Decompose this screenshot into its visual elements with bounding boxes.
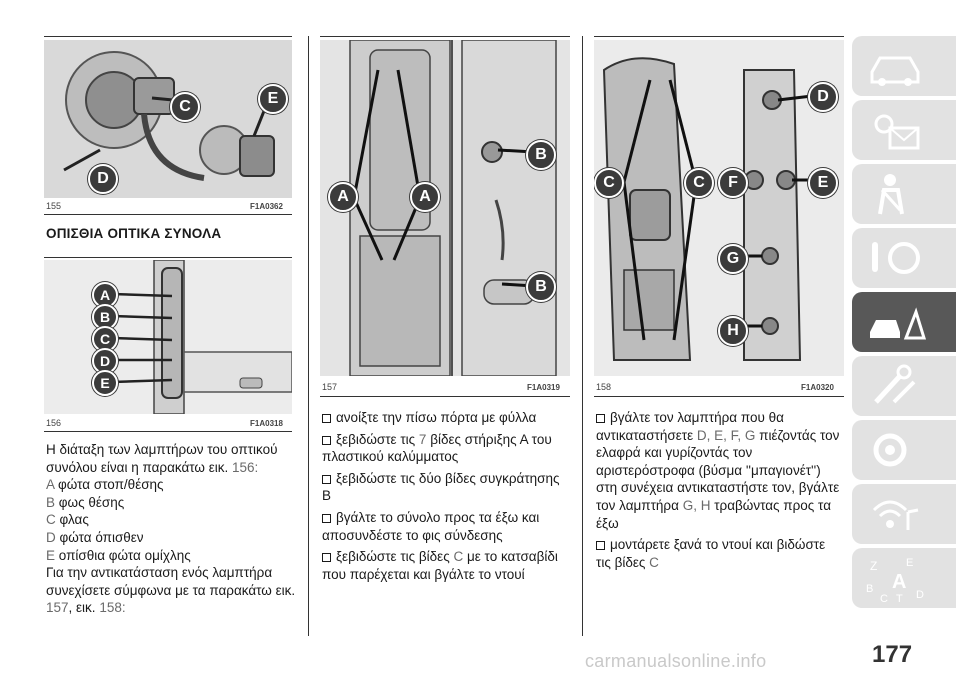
index-letter: E bbox=[906, 557, 914, 569]
tail-light-drawing bbox=[44, 260, 292, 414]
figure-158-callout-f: F bbox=[718, 168, 748, 198]
bulb-key: B bbox=[46, 494, 56, 510]
index-letter: D bbox=[916, 589, 924, 601]
figure-155-callout-d: D bbox=[88, 164, 118, 194]
figure-156-number: 156 bbox=[46, 418, 62, 428]
technical-data-icon bbox=[866, 426, 926, 474]
step-ref: C bbox=[649, 554, 659, 570]
tab-technical-data[interactable] bbox=[852, 420, 956, 480]
figure-157-bottom-rule bbox=[320, 396, 570, 397]
intro-paragraph bbox=[46, 441, 296, 476]
index-letter: T bbox=[896, 593, 903, 604]
figure-157-number: 157 bbox=[322, 382, 338, 392]
checkbox-bullet-icon bbox=[322, 414, 331, 423]
multimedia-icon bbox=[866, 490, 926, 538]
bulb-label: φώτα στοπ/θέσης bbox=[58, 477, 164, 493]
alphabetical-index-icon bbox=[866, 554, 936, 604]
step-text-cont: πιέζοντάς τον ελαφρά και γυρίζοντάς τον αριστερόστροφα (βύσμα ''μπαγιονέτ'') στη συνέχεια αντικαταστήστε τον, βγάλτε τον λαμπτήρα bbox=[596, 427, 840, 513]
figure-155-number: 155 bbox=[46, 201, 62, 211]
bulb-item-e bbox=[46, 547, 296, 565]
tab-starting-driving[interactable] bbox=[852, 228, 956, 288]
index-letter: Z bbox=[870, 559, 878, 573]
section-title: ΟΠΙΣΘΙΑ ΟΠΤΙΚΑ ΣΥΝΟΛΑ bbox=[46, 226, 222, 241]
checkbox-bullet-icon bbox=[322, 514, 331, 523]
tab-dashboard[interactable] bbox=[852, 36, 956, 96]
car-dashboard-icon bbox=[866, 42, 926, 90]
column-divider-left bbox=[308, 36, 309, 636]
tab-safety[interactable] bbox=[852, 164, 956, 224]
figure-157-code: F1A0319 bbox=[527, 383, 560, 392]
step-refs-2: G, H bbox=[682, 497, 711, 513]
step-5 bbox=[322, 548, 570, 583]
bulb-key: A bbox=[46, 477, 55, 493]
bulb-key: E bbox=[46, 547, 56, 563]
figure-156-top-rule bbox=[44, 257, 292, 258]
figure-157-callout-a-left: A bbox=[328, 182, 358, 212]
step-text: ξεβιδώστε τις δύο βίδες συγκράτησης Β bbox=[322, 470, 560, 504]
figure-158-illustration bbox=[594, 40, 844, 376]
bulb-item-a bbox=[46, 476, 296, 494]
figure-157-callout-b-top: B bbox=[526, 140, 556, 170]
step-refs: D, E, F, G bbox=[696, 427, 756, 443]
page-number: 177 bbox=[872, 641, 913, 668]
figure-158-callout-g: G bbox=[718, 244, 748, 274]
step-text: βγάλτε τον λαμπτήρα που θα αντικαταστήσετε bbox=[596, 410, 784, 443]
figure-156-callout-a: A bbox=[92, 282, 118, 308]
figure-158-callout-d: D bbox=[808, 82, 838, 112]
bulb-item-b bbox=[46, 494, 296, 512]
figure-158-number: 158 bbox=[596, 382, 612, 392]
index-letter: C bbox=[880, 593, 888, 604]
figure-158-code: F1A0320 bbox=[801, 383, 834, 392]
step-text: μοντάρετε ξανά το ντουί και βιδώστε τις βίδες bbox=[596, 537, 826, 570]
step-text: βγάλτε το σύνολο προς τα έξω και αποσυνδέστε το φις σύνδεσης bbox=[322, 509, 540, 543]
figure-158-bottom-rule bbox=[594, 396, 844, 397]
figure-155-illustration bbox=[44, 40, 292, 198]
figure-155-callout-c: C bbox=[170, 92, 200, 122]
rear-door-panel-drawing bbox=[320, 40, 570, 376]
bulb-label: φως θέσης bbox=[58, 494, 125, 510]
figure-157-callout-a-right: A bbox=[410, 182, 440, 212]
figure-155-bottom-rule bbox=[44, 214, 292, 215]
replace-mid: , εικ. bbox=[68, 600, 96, 616]
bulb-item-d bbox=[46, 529, 296, 547]
step-2 bbox=[322, 431, 570, 466]
figure-158-top-rule bbox=[594, 36, 844, 37]
checkbox-bullet-icon bbox=[596, 541, 605, 550]
figure-156-illustration bbox=[44, 260, 292, 414]
step-text-cont: με το κατσαβίδι που παρέχεται και βγάλτε το ντουί bbox=[322, 549, 558, 582]
figure-156-callout-e: E bbox=[92, 370, 118, 396]
checkbox-bullet-icon bbox=[322, 436, 331, 445]
column-divider-right bbox=[582, 36, 583, 636]
bulb-label: οπίσθια φώτα ομίχλης bbox=[58, 547, 191, 563]
figure-158-callout-c-left: C bbox=[594, 168, 624, 198]
step-7 bbox=[596, 536, 842, 571]
key-steering-wheel-icon bbox=[866, 234, 926, 282]
figure-158-callout-h: H bbox=[718, 316, 748, 346]
middle-steps bbox=[322, 405, 570, 583]
figure-155-callout-e: E bbox=[258, 84, 288, 114]
figure-158-callout-c-right: C bbox=[684, 168, 714, 198]
replace-ref-2: 158: bbox=[99, 600, 126, 616]
watermark: carmanualsonline.info bbox=[585, 651, 767, 671]
figure-156-callout-d: D bbox=[92, 348, 118, 374]
checkbox-bullet-icon bbox=[322, 553, 331, 562]
tab-warning-lights[interactable] bbox=[852, 100, 956, 160]
step-text: ξεβιδώστε τις bbox=[336, 431, 416, 447]
maintenance-tools-icon bbox=[866, 362, 926, 410]
step-text: ξεβιδώστε τις βίδες bbox=[336, 549, 450, 565]
step-3 bbox=[322, 470, 570, 505]
step-6 bbox=[596, 409, 842, 532]
bulb-key: C bbox=[46, 512, 56, 528]
checkbox-bullet-icon bbox=[322, 475, 331, 484]
figure-157-top-rule bbox=[320, 36, 570, 37]
replace-paragraph bbox=[46, 564, 296, 617]
figure-156-callout-c: C bbox=[92, 326, 118, 352]
checkbox-bullet-icon bbox=[596, 414, 605, 423]
replace-text: Για την αντικατάσταση ενός λαμπτήρα συνεχίσετε σύμφωνα με τα παρακάτω εικ. bbox=[46, 565, 296, 598]
lamp-connector-drawing bbox=[44, 40, 292, 198]
tab-emergency[interactable] bbox=[852, 292, 956, 352]
seat-belt-safety-icon bbox=[866, 170, 926, 218]
step-text-end: τραβώντας προς τα έξω bbox=[596, 497, 831, 531]
index-letter: B bbox=[866, 583, 874, 595]
replace-ref-1: 157 bbox=[46, 600, 69, 616]
right-steps bbox=[596, 405, 842, 571]
intro-text: Η διάταξη των λαμπτήρων του οπτικού συνόλου είναι η παρακάτω εικ. bbox=[46, 442, 278, 475]
figure-156-code: F1A0318 bbox=[250, 419, 283, 428]
tab-index[interactable] bbox=[852, 548, 956, 608]
bulb-item-c bbox=[46, 511, 296, 529]
step-1 bbox=[322, 409, 570, 427]
step-text: ανοίξτε την πίσω πόρτα με φύλλα bbox=[336, 410, 537, 425]
figure-155-code: F1A0362 bbox=[250, 202, 283, 211]
step-number: 7 bbox=[418, 431, 427, 447]
step-text-cont: βίδες στήριξης Α του πλαστικού καλύμματος bbox=[322, 431, 552, 465]
emergency-breakdown-icon bbox=[866, 298, 926, 346]
tab-multimedia[interactable] bbox=[852, 484, 956, 544]
bulb-key: D bbox=[46, 529, 56, 545]
figure-156-bottom-rule bbox=[44, 431, 292, 432]
index-letter: A bbox=[892, 571, 907, 593]
step-ref: C bbox=[453, 549, 464, 565]
intro-figure-ref: 156: bbox=[232, 459, 259, 475]
bulb-label: φλας bbox=[59, 512, 89, 528]
top-rule-left bbox=[44, 36, 292, 37]
bulb-label: φώτα όπισθεν bbox=[59, 529, 144, 545]
figure-156-callout-b: B bbox=[92, 304, 118, 330]
figure-157-illustration bbox=[320, 40, 570, 376]
figure-157-callout-b-bottom: B bbox=[526, 272, 556, 302]
warning-light-message-icon bbox=[866, 106, 926, 154]
tab-maintenance[interactable] bbox=[852, 356, 956, 416]
step-4 bbox=[322, 509, 570, 544]
left-text-column bbox=[46, 441, 296, 617]
figure-158-callout-e: E bbox=[808, 168, 838, 198]
